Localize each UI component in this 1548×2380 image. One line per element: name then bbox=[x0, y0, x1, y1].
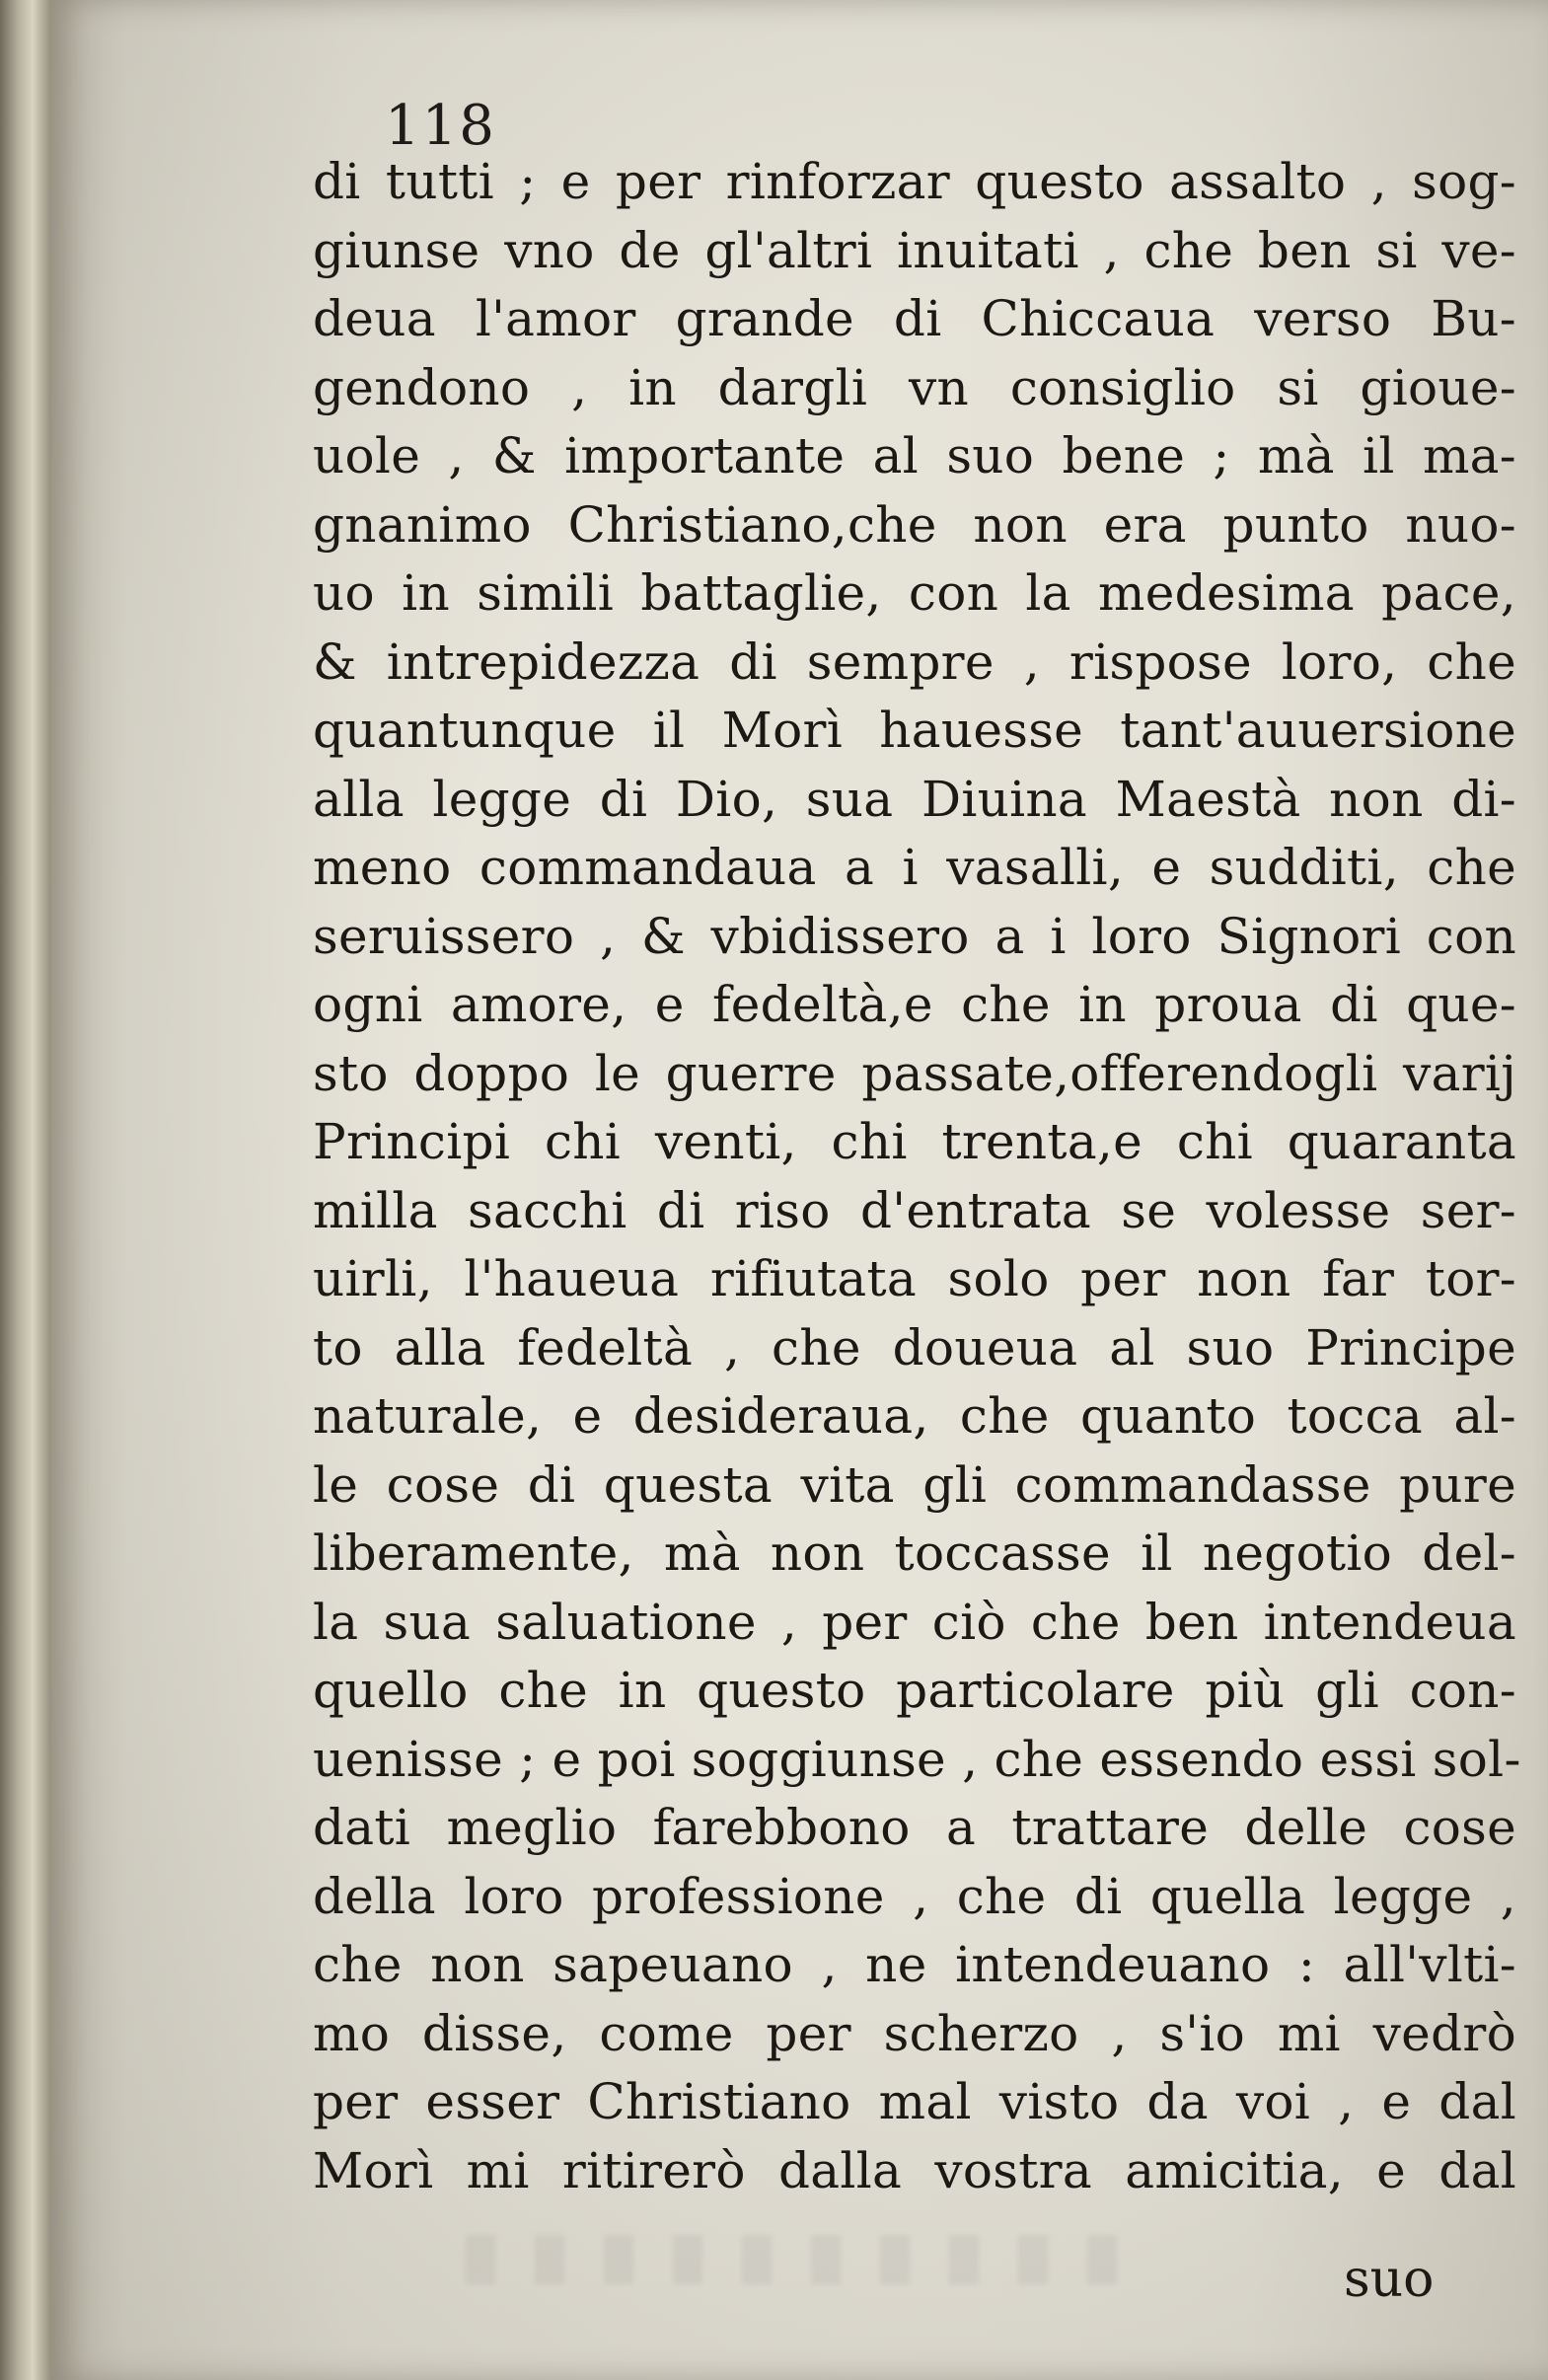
text-line: quantunque il Morì hauesse tant'auuersione bbox=[313, 702, 1516, 759]
text-line: gendono , in dargli vn consiglio si gioue- bbox=[313, 358, 1516, 416]
text-line: mo disse, come per scherzo , s'io mi vedrò bbox=[313, 2004, 1516, 2062]
text-line: sto doppo le guerre passate,offerendogli varij bbox=[313, 1044, 1516, 1102]
text-line: liberamente, mà non toccasse il negotio del- bbox=[313, 1525, 1516, 1582]
text-line: uole , & importante al suo bene ; mà il ma- bbox=[313, 427, 1516, 484]
book-fore-edge bbox=[0, 0, 59, 2380]
text-line: naturale, e desideraua, che quanto tocca al- bbox=[313, 1387, 1516, 1445]
text-line: la sua saluatione , per ciò che ben intendeua bbox=[313, 1593, 1516, 1651]
text-line: che non sapeuano , ne intendeuano : all'vlti- bbox=[313, 1936, 1516, 1993]
text-line: uenisse ; e poi soggiunse , che essendo essi sol- bbox=[313, 1730, 1521, 1788]
text-line: milla sacchi di riso d'entrata se volesse ser- bbox=[313, 1181, 1516, 1239]
text-line: quello che in questo particolare più gli con- bbox=[313, 1662, 1516, 1719]
text-line: to alla fedeltà , che doueua al suo Principe bbox=[313, 1318, 1516, 1376]
text-line: & intrepidezza di sempre , rispose loro, che bbox=[313, 632, 1516, 691]
text-line: Principi chi venti, chi trenta,e chi quaranta bbox=[313, 1113, 1516, 1170]
text-line: per esser Christiano mal visto da voi , e dal bbox=[313, 2073, 1516, 2130]
text-line: meno commandaua a i vasalli, e sudditi, che bbox=[313, 839, 1516, 896]
text-line: della loro professione , che di quella legge , bbox=[313, 1867, 1516, 1925]
text-line: seruissero , & vbidissero a i loro Signori con bbox=[313, 907, 1516, 965]
text-line: Morì mi ritirerò dalla vostra amicitia, e dal bbox=[313, 2141, 1516, 2199]
text-block bbox=[313, 148, 1521, 2205]
text-line: dati meglio farebbono a trattare delle cose bbox=[313, 1799, 1516, 1856]
catchword: suo bbox=[1344, 2250, 1435, 2309]
text-line: uo in simili battaglie, con la medesima pace, bbox=[313, 564, 1516, 622]
text-line: di tutti ; e per rinforzar questo assalto , sog- bbox=[313, 153, 1516, 210]
text-line: alla legge di Dio, sua Diuina Maestà non di- bbox=[313, 770, 1516, 828]
text-line: le cose di questa vita gli commandasse pure bbox=[313, 1455, 1516, 1514]
page-number: 118 bbox=[385, 94, 496, 158]
text-line: deua l'amor grande di Chiccaua verso Bu- bbox=[313, 290, 1516, 347]
text-line: uirli, l'haueua rifiutata solo per non far tor- bbox=[313, 1250, 1516, 1307]
book-page bbox=[51, 0, 1548, 2380]
bleed-through-mark bbox=[466, 2235, 1156, 2284]
text-line: gnanimo Christiano,che non era punto nuo- bbox=[313, 495, 1516, 554]
text-line: giunse vno de gl'altri inuitati , che ben si ve- bbox=[313, 221, 1516, 279]
text-line: ogni amore, e fedeltà,e che in proua di que- bbox=[313, 976, 1516, 1033]
